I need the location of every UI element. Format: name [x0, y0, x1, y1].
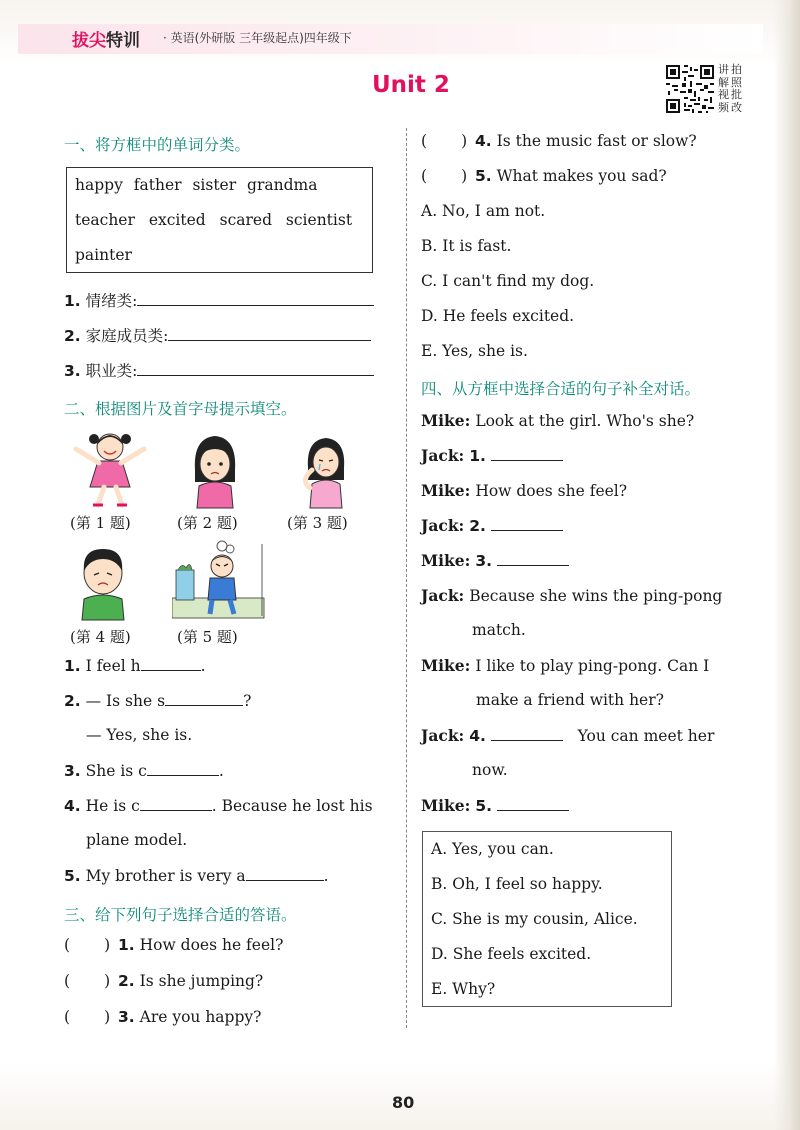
answer-blank[interactable] [140, 796, 212, 811]
word-box [66, 167, 373, 273]
option-d: D. He feels excited. [421, 307, 575, 325]
sentence-option-e: E. Why? [431, 980, 496, 998]
answer-blank[interactable] [137, 361, 374, 376]
section2-heading: 二、根据图片及首字母提示填空。 [64, 400, 297, 418]
qr-code-icon[interactable] [664, 63, 716, 115]
dialog-line-8-cont: now. [472, 761, 508, 779]
answer-blank[interactable] [497, 796, 569, 811]
dialog-line-5: Mike: 3. [421, 551, 569, 570]
choice-question-4: ( ) 4. Is the music fast or slow? [421, 132, 697, 150]
word-box-line: painter [75, 246, 132, 264]
option-e: E. Yes, she is. [421, 342, 528, 360]
page-number: 80 [392, 1093, 415, 1112]
happy-girl-picture [64, 427, 156, 509]
header-subtitle: · 英语(外研版 三年级起点)四年级下 [163, 31, 352, 45]
word-box-line: teacher excited scared scientist [75, 211, 353, 229]
fill-question-4-cont: plane model. [86, 831, 188, 849]
sentence-option-a: A. Yes, you can. [431, 840, 554, 858]
picture-caption-1: (第 1 题) [70, 514, 131, 532]
dialog-line-3: Mike: How does she feel? [421, 481, 628, 500]
answer-blank[interactable] [147, 761, 219, 776]
fill-question-2: 2. — Is she s ? [64, 692, 252, 710]
answer-blank[interactable] [168, 326, 371, 341]
choice-question-5: ( ) 5. What makes you sad? [421, 167, 667, 185]
scared-girl-picture [185, 430, 245, 510]
running-header [18, 22, 768, 56]
answer-blank[interactable] [165, 691, 243, 706]
answer-blank[interactable] [137, 291, 374, 306]
page-title: Unit 2 [372, 72, 450, 98]
dialog-line-6: Jack: Because she wins the ping-pong [421, 586, 723, 605]
answer-blank[interactable] [491, 726, 563, 741]
sentence-box [422, 831, 672, 1007]
angry-boy-picture [172, 540, 266, 620]
option-a: A. No, I am not. [421, 202, 546, 220]
answer-blank[interactable] [491, 516, 563, 531]
brand-logo: 拔尖特训 [72, 31, 140, 51]
fill-question-4: 4. He is c . Because he lost his [64, 797, 373, 815]
fill-question-3: 3. She is c . [64, 762, 224, 780]
answer-blank[interactable] [491, 446, 563, 461]
dialog-line-2: Jack: 1. [421, 446, 563, 465]
classify-item-1: 1. 情绪类: [64, 289, 374, 311]
fill-question-2-answer: — Yes, she is. [86, 726, 193, 744]
column-divider [406, 128, 407, 1028]
dialog-line-8: Jack: 4. You can meet her [421, 726, 715, 745]
option-c: C. I can't find my dog. [421, 272, 595, 290]
sentence-option-c: C. She is my cousin, Alice. [431, 910, 638, 928]
dialog-line-4: Jack: 2. [421, 516, 563, 535]
picture-caption-5: (第 5 题) [177, 628, 238, 646]
picture-caption-3: (第 3 题) [287, 514, 348, 532]
choice-question-1: ( ) 1. How does he feel? [64, 936, 284, 954]
choice-question-2: ( ) 2. Is she jumping? [64, 972, 264, 990]
dialog-line-1: Mike: Look at the girl. Who's she? [421, 411, 695, 430]
answer-blank[interactable] [246, 866, 324, 881]
fill-question-5: 5. My brother is very a . [64, 867, 329, 885]
classify-item-2: 2. 家庭成员类: [64, 324, 371, 346]
fill-question-1: 1. I feel h . [64, 657, 206, 675]
section3-heading: 三、给下列句子选择合适的答语。 [64, 906, 297, 924]
answer-blank[interactable] [141, 656, 201, 671]
choice-question-3: ( ) 3. Are you happy? [64, 1008, 262, 1026]
sad-boy-picture [72, 543, 134, 621]
dialog-line-7: Mike: I like to play ping-pong. Can I [421, 656, 710, 675]
dialog-line-6-cont: match. [472, 621, 526, 639]
sentence-option-d: D. She feels excited. [431, 945, 592, 963]
answer-blank[interactable] [497, 551, 569, 566]
option-b: B. It is fast. [421, 237, 512, 255]
dialog-line-9: Mike: 5. [421, 796, 569, 815]
sentence-option-b: B. Oh, I feel so happy. [431, 875, 603, 893]
picture-caption-2: (第 2 题) [177, 514, 238, 532]
picture-caption-4: (第 4 题) [70, 628, 131, 646]
qr-caption: 讲 拍 解 照 视 批 频 改 [718, 63, 742, 114]
page-edge-shadow [774, 0, 800, 1130]
dialog-line-7-cont: make a friend with her? [476, 691, 664, 709]
section1-heading: 一、将方框中的单词分类。 [64, 136, 251, 154]
crying-girl-picture [294, 430, 356, 510]
classify-item-3: 3. 职业类: [64, 359, 374, 381]
word-box-line: happy father sister grandma [75, 176, 318, 194]
section4-heading: 四、从方框中选择合适的句子补全对话。 [421, 380, 701, 398]
